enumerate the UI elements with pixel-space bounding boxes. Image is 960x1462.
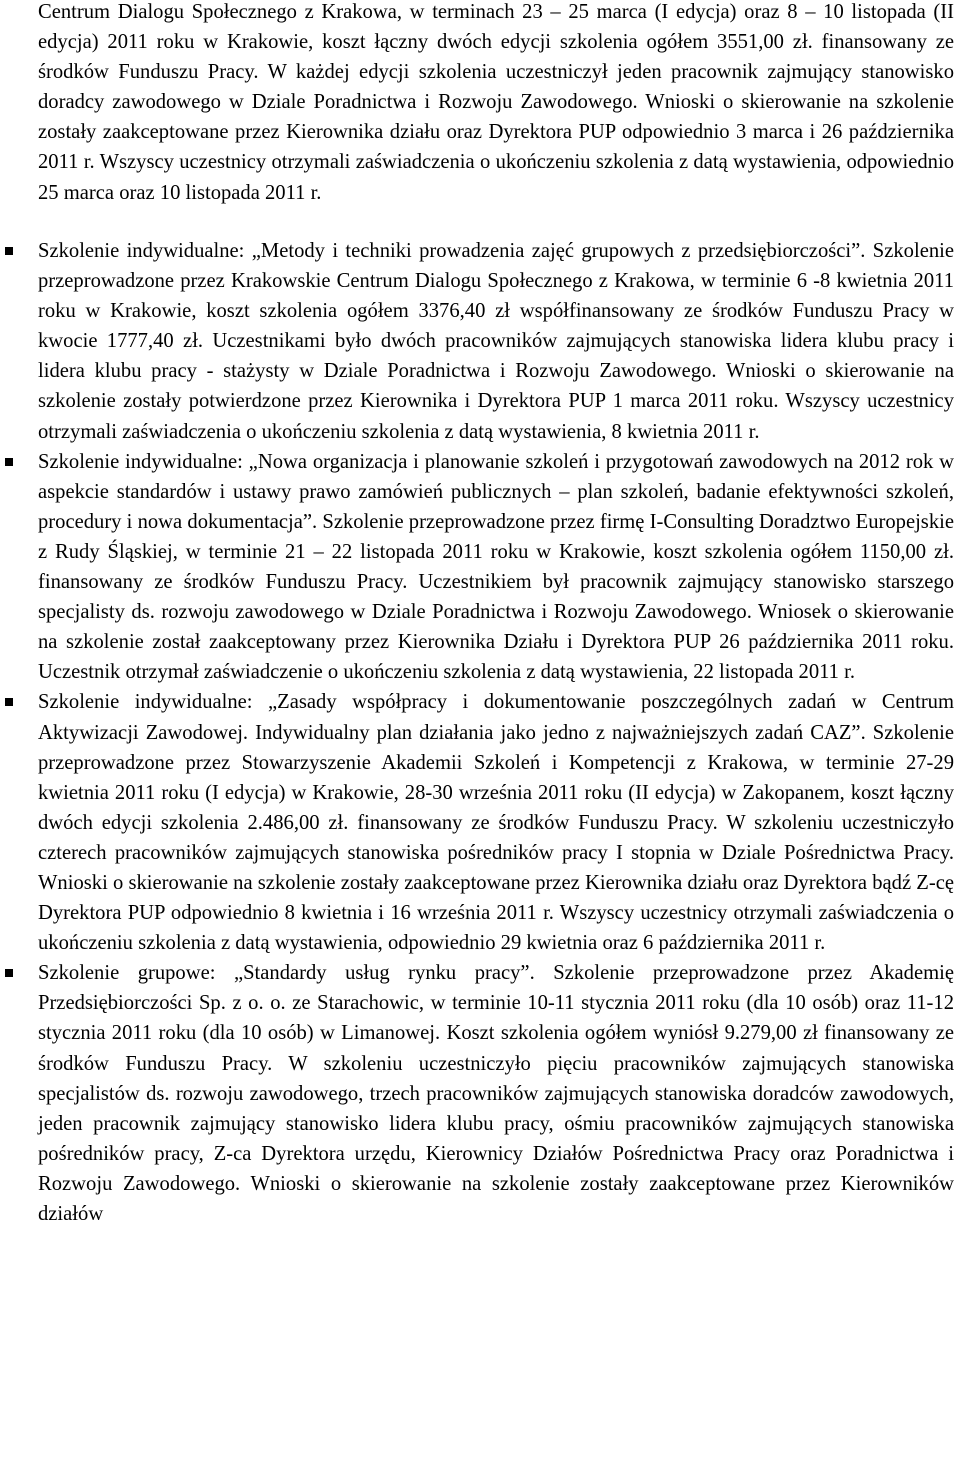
list-item-text: Szkolenie indywidualne: „Metody i techniki prowadzenia zajęć grupowych z przedsiębiorczości”. Szkolenie przeprowadzone przez Krakowskie Centrum Dialogu Społecznego z Krakowa, w terminie 6 -8 kwietnia 2011 roku w Krakowie, koszt szkolenia ogółem 3376,40 zł współfinansowany ze środków Funduszu Pracy w kwocie 1777,40 zł. Uczestnikami było dwóch pracowników zajmujących stanowiska lidera klubu pracy i lidera klubu pracy - stażysty w Dziale Poradnictwa i Rozwoju Zawodowego. Wnioski o skierowanie na szkolenie zostały potwierdzone przez Kierownika i Dyrektora PUP 1 marca 2011 roku. Wszyscy uczestnicy otrzymali zaświadczenia o ukończeniu szkolenia z datą wystawienia, 8 kwietnia 2011 r.	[38, 240, 954, 443]
list-item	[0, 687, 960, 958]
square-bullet-icon	[5, 458, 13, 466]
list-item	[0, 236, 960, 447]
list-item	[0, 447, 960, 688]
square-bullet-icon	[5, 247, 13, 255]
training-list	[0, 236, 960, 1229]
square-bullet-icon	[5, 698, 13, 706]
list-item-text: Szkolenie indywidualne: „Nowa organizacja i planowanie szkoleń i przygotowań zawodowych na 2012 rok w aspekcie standardów i ustawy prawo zamówień publicznych – plan szkoleń, badanie efektywności szkoleń, procedury i nowa dokumentacja”. Szkolenie przeprowadzone przez firmę I-Consulting Doradztwo Europejskie z Rudy Śląskiej, w terminie 21 – 22 listopada 2011 roku w Krakowie, koszt szkolenia ogółem 1150,00 zł. finansowany ze środków Funduszu Pracy. Uczestnikiem był pracownik zajmujący stanowisko starszego specjalisty ds. rozwoju zawodowego w Dziale Poradnictwa i Rozwoju Zawodowego. Wniosek o skierowanie na szkolenie został zaakceptowany przez Kierownika Działu i Dyrektora PUP 26 października 2011 roku. Uczestnik otrzymał zaświadczenie o ukończeniu szkolenia z datą wystawienia, 22 listopada 2011 r.	[38, 450, 954, 684]
list-item-text: Szkolenie indywidualne: „Zasady współpracy i dokumentowanie poszczególnych zadań w Centrum Aktywizacji Zawodowej. Indywidualny plan działania jako jedno z najważniejszych zadań CAZ”. Szkolenie przeprowadzone przez Stowarzyszenie Akademii Szkoleń i Kompetencji z Krakowa, w terminie 27-29 kwietnia 2011 roku (I edycja) w Krakowie, 28-30 września 2011 roku (II edycja) w Zakopanem, koszt łączny dwóch edycji szkolenia 2.486,00 zł. finansowany ze środków Funduszu Pracy. W szkoleniu uczestniczyło czterech pracowników zajmujących stanowiska pośredników pracy I stopnia w Dziale Pośrednictwa Pracy. Wnioski o skierowanie na szkolenie zostały zaakceptowane przez Kierownika działu oraz Dyrektora bądź Z-cę Dyrektora PUP odpowiednio 8 kwietnia i 16 września 2011 r. Wszyscy uczestnicy otrzymali zaświadczenia o ukończeniu szkolenia z datą wystawienia, odpowiednio 29 kwietnia oraz 6 października 2011 r.	[38, 691, 954, 955]
list-item-text: Szkolenie grupowe: „Standardy usług rynku pracy”. Szkolenie przeprowadzone przez Akademię Przedsiębiorczości Sp. z o. o. ze Starachowic, w terminie 10-11 stycznia 2011 roku (dla 10 osób) oraz 11-12 stycznia 2011 roku (dla 10 osób) w Limanowej. Koszt szkolenia ogółem wyniósł 9.279,00 zł finansowany ze środków Funduszu Pracy. W szkoleniu uczestniczyło pięciu pracowników zajmujących stanowiska specjalistów ds. rozwoju zawodowego, trzech pracowników zajmujących stanowiska doradców zawodowych, jeden pracownik zajmujący stanowisko lidera klubu pracy, ośmiu pracowników zajmujących stanowiska pośredników pracy, Z-ca Dyrektora urzędu, Kierownicy Działów Pośrednictwa Pracy oraz Poradnictwa i Rozwoju Zawodowego. Wnioski o skierowanie na szkolenie zostały zaakceptowane przez Kierowników działów	[38, 962, 954, 1225]
list-item	[0, 958, 960, 1229]
intro-paragraph: Centrum Dialogu Społecznego z Krakowa, w terminach 23 – 25 marca (I edycja) oraz 8 – 10 listopada (II edycja) 2011 roku w Krakowie, koszt łączny dwóch edycji szkolenia ogółem 3551,00 zł. finansowany ze środków Funduszu Pracy. W każdej edycji szkolenia uczestniczył jeden pracownik zajmujący stanowisko doradcy zawodowego w Dziale Poradnictwa i Rozwoju Zawodowego. Wnioski o skierowanie na szkolenie zostały zaakceptowane przez Kierownika działu oraz Dyrektora PUP odpowiednio 3 marca i 26 października 2011 r. Wszyscy uczestnicy otrzymali zaświadczenia o ukończeniu szkolenia z datą wystawienia, odpowiednio 25 marca oraz 10 listopada 2011 r.	[38, 1, 954, 204]
square-bullet-icon	[5, 969, 13, 977]
